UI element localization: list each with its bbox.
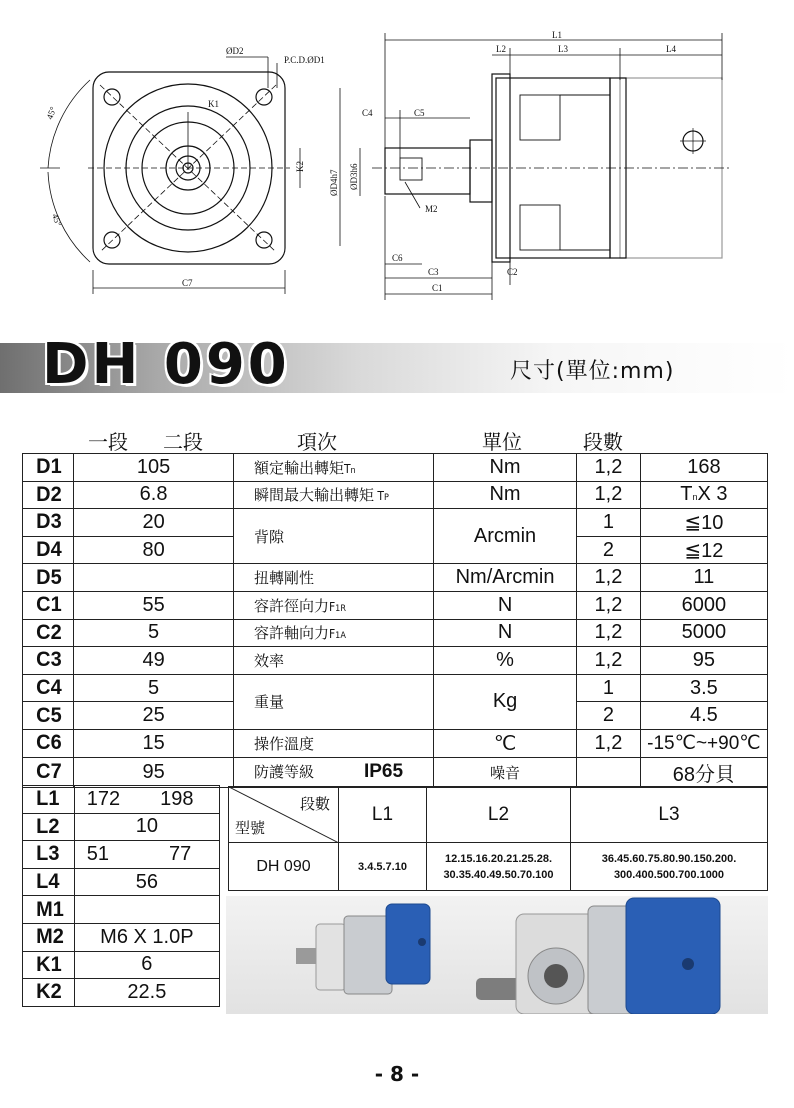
table-cell: 操作溫度 (233, 729, 433, 757)
text-label: 容許徑向力 (253, 596, 329, 615)
table-cell: 4.5 (640, 702, 767, 730)
table-cell: 20 (74, 509, 234, 537)
label-c5: C5 (414, 108, 425, 118)
text-label: T (343, 461, 351, 476)
model-title: DH 090 (42, 332, 290, 397)
text-label: F (328, 599, 336, 614)
table-cell: ℃ (433, 729, 576, 757)
table-cell: DH 090 (229, 843, 339, 891)
table-cell (74, 896, 219, 924)
table-cell: 68分貝 (640, 757, 767, 787)
label-c6: C6 (392, 253, 403, 263)
table-cell: ≦12 (640, 536, 767, 564)
table-row (23, 591, 768, 619)
table-cell: 3.5 (640, 674, 767, 702)
text-label: T (680, 483, 693, 506)
spec-table (22, 453, 768, 788)
text-label: 1R (335, 603, 346, 614)
table-cell: N (433, 619, 576, 647)
length-table (22, 785, 220, 1007)
item-label: 額定輸出轉矩 (253, 458, 344, 477)
label-k1: K1 (208, 99, 219, 109)
label-d2: ØD2 (226, 46, 244, 56)
table-cell (74, 564, 234, 592)
table-cell: 49 (74, 647, 234, 675)
text-label: 30.35.40.49.50.70.100 (443, 868, 554, 881)
table-cell: 2 (577, 702, 641, 730)
table-cell: 25 (74, 702, 234, 730)
table-row (23, 674, 768, 702)
table-cell: L4 (24, 868, 73, 896)
label-l1: L1 (552, 30, 562, 40)
table-cell: -15℃~+90℃ (640, 729, 767, 757)
table-cell: 扭轉剛性 (233, 564, 433, 592)
text-label: 段數 (299, 795, 330, 813)
label-c3: C3 (428, 267, 439, 277)
text-label: n (692, 492, 698, 503)
table-cell: M2 (24, 923, 73, 951)
table-cell: 2 (577, 536, 641, 564)
table-cell (74, 841, 219, 869)
table-row (23, 979, 220, 1007)
table-cell (233, 454, 433, 482)
table-cell (577, 757, 641, 787)
table-cell: D3 (24, 509, 73, 537)
table-cell: 1,2 (577, 591, 641, 619)
dim-value: 105 (74, 454, 234, 482)
label-c7: C7 (182, 278, 193, 288)
header-stages: 段數 (583, 430, 623, 454)
table-cell (233, 481, 433, 509)
text-label: F (328, 627, 336, 642)
ip-rating: IP65 (363, 761, 404, 783)
table-cell (233, 619, 433, 647)
table-cell: K1 (24, 951, 73, 979)
header-unit: 單位 (482, 430, 522, 454)
table-cell: 3.4.5.7.10 (339, 843, 427, 891)
table-cell: L1 (339, 787, 427, 843)
table-cell: L1 (24, 786, 73, 814)
table-row (23, 757, 768, 787)
label-l2: L2 (496, 44, 506, 54)
seg-cell: 1,2 (577, 454, 641, 482)
table-row (23, 481, 768, 509)
table-cell: N (433, 591, 576, 619)
table-row (23, 923, 220, 951)
table-cell: 56 (74, 868, 219, 896)
table-cell: C2 (24, 619, 73, 647)
table-cell: C1 (24, 591, 73, 619)
label-d4: ØD4h7 (329, 169, 339, 196)
table-cell (74, 786, 219, 814)
text-label: 瞬間最大輸出轉矩 (253, 486, 374, 505)
unit-cell: Nm (433, 454, 576, 482)
label-pcd: P.C.D.ØD1 (284, 55, 325, 65)
table-cell: C4 (24, 674, 73, 702)
table-row (23, 868, 220, 896)
table-cell (427, 843, 571, 891)
label-angle-bottom: 45° (50, 212, 64, 228)
header-stage2: 二段 (163, 430, 203, 454)
text-label: 1A (335, 631, 346, 642)
table-cell: 6000 (640, 591, 767, 619)
text-label: 198 (160, 787, 194, 810)
table-cell: 1,2 (577, 647, 641, 675)
table-cell: K2 (24, 979, 73, 1007)
label-m2: M2 (425, 204, 438, 214)
table-cell: L3 (571, 787, 768, 843)
table-cell: 重量 (233, 674, 433, 729)
table-cell: 背隙 (233, 509, 433, 564)
table-cell: 噪音 (433, 757, 576, 787)
table-cell: 5000 (640, 619, 767, 647)
header-stage1: 一段 (88, 430, 128, 454)
text-label: 300.400.500.700.1000 (613, 868, 725, 881)
table-row (23, 786, 220, 814)
table-row (23, 647, 768, 675)
table-row (23, 896, 220, 924)
table-row (229, 843, 768, 891)
table-cell: 80 (74, 536, 234, 564)
text-label: X 3 (697, 483, 728, 506)
table-cell: 5 (74, 674, 234, 702)
table-cell: M6 X 1.0P (74, 923, 219, 951)
table-cell (233, 591, 433, 619)
table-row (229, 787, 768, 843)
table-row (23, 729, 768, 757)
label-c1: C1 (432, 283, 443, 293)
text-label: 12.15.16.20.21.25.28. (444, 852, 553, 865)
table-cell: 1 (577, 674, 641, 702)
table-row (23, 841, 220, 869)
label-c4: C4 (362, 108, 373, 118)
table-cell: % (433, 647, 576, 675)
text-label: 77 (168, 842, 192, 865)
table-row (23, 951, 220, 979)
table-cell: C5 (24, 702, 73, 730)
table-cell: 1,2 (577, 729, 641, 757)
label-l4: L4 (666, 44, 676, 54)
text-label: 防護等級 (253, 763, 314, 782)
corner-cell (229, 787, 339, 843)
table-cell: C6 (24, 729, 73, 757)
table-cell: 55 (74, 591, 234, 619)
text-label: 51 (86, 842, 109, 865)
text-label: n (350, 465, 356, 476)
table-row (23, 813, 220, 841)
label-l3: L3 (558, 44, 568, 54)
table-cell: M1 (24, 896, 73, 924)
page-number: - 8 - (374, 1062, 420, 1086)
text-label: 型號 (235, 819, 266, 837)
table-cell: 效率 (233, 647, 433, 675)
ratio-table (228, 786, 768, 891)
value-cell: 168 (640, 454, 767, 482)
table-cell: 1,2 (577, 564, 641, 592)
table-cell: 22.5 (74, 979, 219, 1007)
table-row (23, 564, 768, 592)
table-cell: C7 (24, 757, 73, 787)
table-cell: D2 (24, 481, 73, 509)
table-cell: 5 (74, 619, 234, 647)
table-row (23, 619, 768, 647)
text-label: 172 (86, 787, 121, 810)
text-label: P (383, 493, 389, 504)
header-item: 項次 (297, 430, 337, 454)
table-cell: L2 (427, 787, 571, 843)
table-cell: 6.8 (74, 481, 234, 509)
table-cell: Arcmin (433, 509, 576, 564)
table-cell: D4 (24, 536, 73, 564)
table-cell: Nm (433, 481, 576, 509)
table-cell (233, 757, 433, 787)
table-cell: 95 (640, 647, 767, 675)
dim-key: D1 (24, 454, 73, 482)
table-cell: 11 (640, 564, 767, 592)
technical-drawing (0, 0, 794, 320)
table-cell: Kg (433, 674, 576, 729)
table-cell: L3 (24, 841, 73, 869)
table-cell: 95 (74, 757, 234, 787)
unit-caption: 尺寸(單位:mm) (510, 359, 675, 384)
table-cell: C3 (24, 647, 73, 675)
table-row (23, 509, 768, 537)
table-cell: 6 (74, 951, 219, 979)
product-photo (226, 896, 768, 1014)
table-cell: Nm/Arcmin (433, 564, 576, 592)
table-cell: L2 (24, 813, 73, 841)
table-cell: 10 (74, 813, 219, 841)
label-angle-top: 45° (44, 105, 59, 121)
table-cell (571, 843, 768, 891)
label-k2: K2 (295, 161, 305, 172)
text-label: 36.45.60.75.80.90.150.200. (601, 852, 737, 865)
table-cell: 15 (74, 729, 234, 757)
table-cell (640, 481, 767, 509)
table-cell: ≦10 (640, 509, 767, 537)
table-row (23, 454, 768, 482)
table-cell: 1,2 (577, 619, 641, 647)
table-cell: 1 (577, 509, 641, 537)
table-cell: D5 (24, 564, 73, 592)
label-d3: ØD3h6 (349, 163, 359, 190)
label-c2: C2 (507, 267, 518, 277)
text-label: 容許軸向力 (253, 624, 329, 643)
text-label: T (377, 489, 384, 504)
table-cell: 1,2 (577, 481, 641, 509)
